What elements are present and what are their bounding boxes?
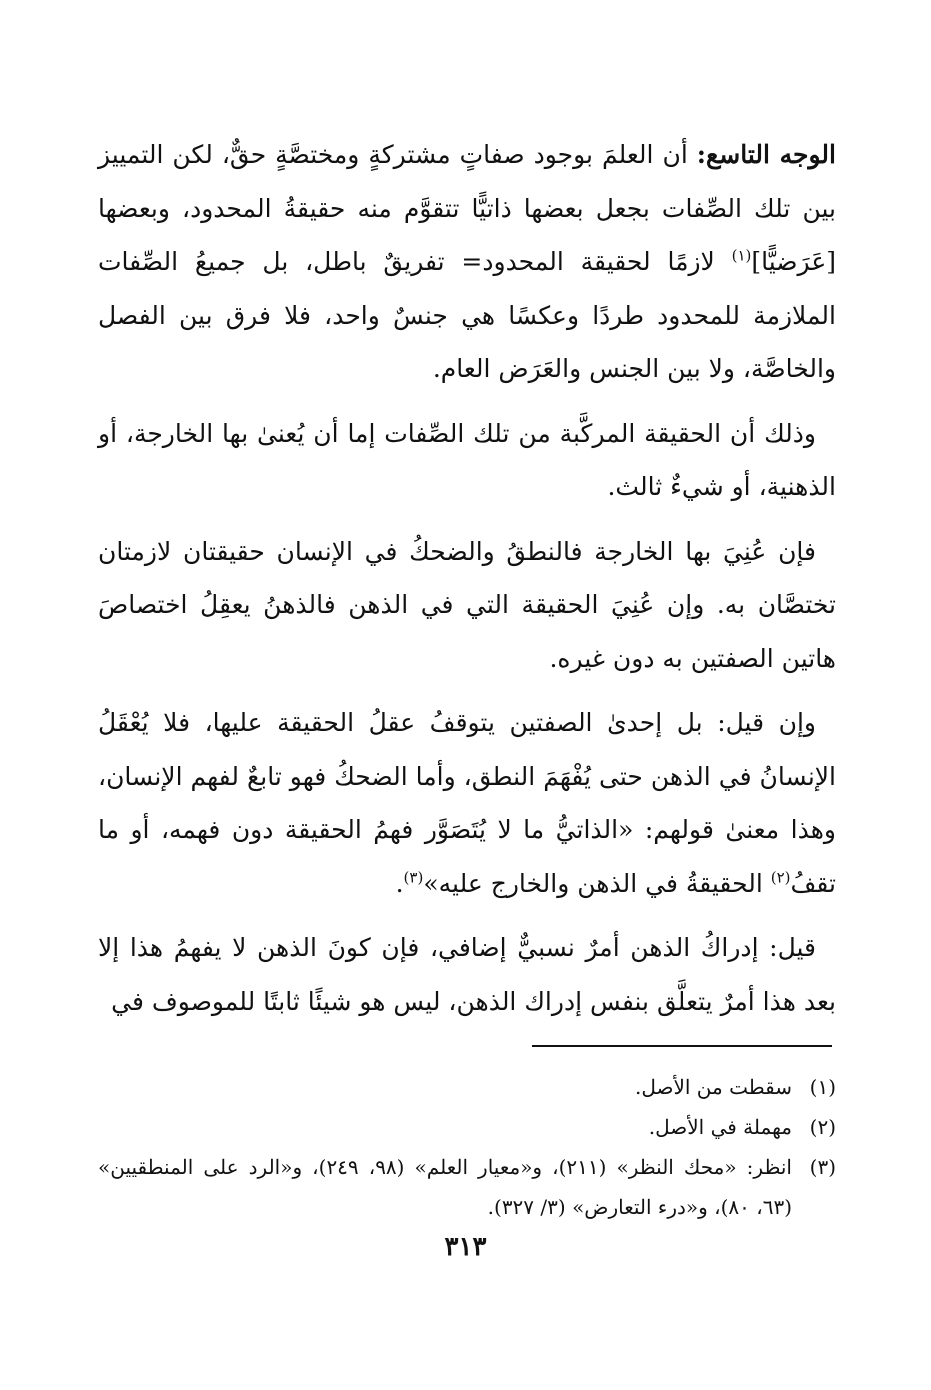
footnote-ref-3: (٣) [403, 868, 424, 887]
main-text-body [98, 128, 836, 1039]
footnote-text: سقطت من الأصل. [634, 1075, 792, 1099]
paragraph-4-text-b: الحقيقةُ في الذهن والخارج عليه» [423, 868, 763, 898]
paragraph-3: فإن عُنِيَ بها الخارجة فالنطقُ والضحكُ في الإنسان حقيقتان لازمتان تختصَّان به. وإن عُنِيَ الحقيقة التي في الذهن فالذهنُ يعقِلُ اختصاصَ هاتين الصفتين به دون غيره. [98, 536, 836, 673]
footnote-3 [98, 1147, 836, 1227]
footnote-number: (١) [809, 1075, 836, 1099]
footnote-separator [532, 1045, 832, 1047]
footnote-text: مهملة في الأصل. [648, 1115, 792, 1139]
paragraph-4 [98, 696, 836, 910]
paragraph-1-text-b: لازمًا لحقيقة المحدود= تفريقٌ باطل، بل جميعُ الصِّفات الملازمة للمحدود طردًا وعكسًا هي جنسٌ واحد، فلا فرق بين الفصل والخاصَّة، ولا بين الجنس والعَرَض العام. [98, 247, 836, 383]
footnote-text: انظر: «محك النظر» (٢١١)، و«معيار العلم» (٩٨، ٢٤٩)، و«الرد على المنطقيين» (٦٣، ٨٠)، و«درء التعارض» (٣/ ٣٢٧). [98, 1155, 792, 1219]
footnote-number: (٣) [809, 1155, 836, 1179]
paragraph-4-text-c: . [395, 868, 404, 898]
paragraph-1 [98, 128, 836, 396]
footnote-number: (٢) [809, 1115, 836, 1139]
footnote-ref-1: (١) [731, 246, 752, 265]
footnote-1 [98, 1067, 836, 1107]
footnote-ref-2: (٢) [770, 868, 791, 887]
footnote-2 [98, 1107, 836, 1147]
paragraph-4-text-a: وإن قيل: بل إحدىٰ الصفتين يتوقفُ عقلُ الحقيقة عليها، فلا يُعْقَلُ الإنسانُ في الذهن حتى يُفْهَمَ النطق، وأما الضحكُ فهو تابعٌ لفهم الإنسان، وهذا معنىٰ قولهم: «الذاتيُّ ما لا يُتَصَوَّر فهمُ الحقيقة دون فهمه، أو ما تقفُ [98, 708, 836, 898]
footnotes-section [98, 1067, 836, 1227]
paragraph-lead-heading: الوجه التاسع: [696, 140, 836, 169]
page-number: ٣١٣ [444, 1232, 487, 1262]
paragraph-1-text-a: أن العلمَ بوجود صفاتٍ مشتركةٍ ومختصَّةٍ حقٌّ، لكن التمييز بين تلك الصِّفات بجعل بعضها ذاتيًّا تتقوَّم منه حقيقةُ المحدود، وبعضها [عَرَضيًّا] [98, 140, 836, 276]
paragraph-5: قيل: إدراكُ الذهن أمرٌ نسبيٌّ إضافي، فإن كونَ الذهن لا يفهمُ هذا إلا بعد هذا أمرٌ يتعلَّق بنفس إدراك الذهن، ليس هو شيئًا ثابتًا للموصوف في [98, 933, 836, 1016]
paragraph-2: وذلك أن الحقيقة المركَّبة من تلك الصِّفات إما أن يُعنىٰ بها الخارجة، أو الذهنية، أو شيءٌ ثالث. [98, 418, 836, 501]
